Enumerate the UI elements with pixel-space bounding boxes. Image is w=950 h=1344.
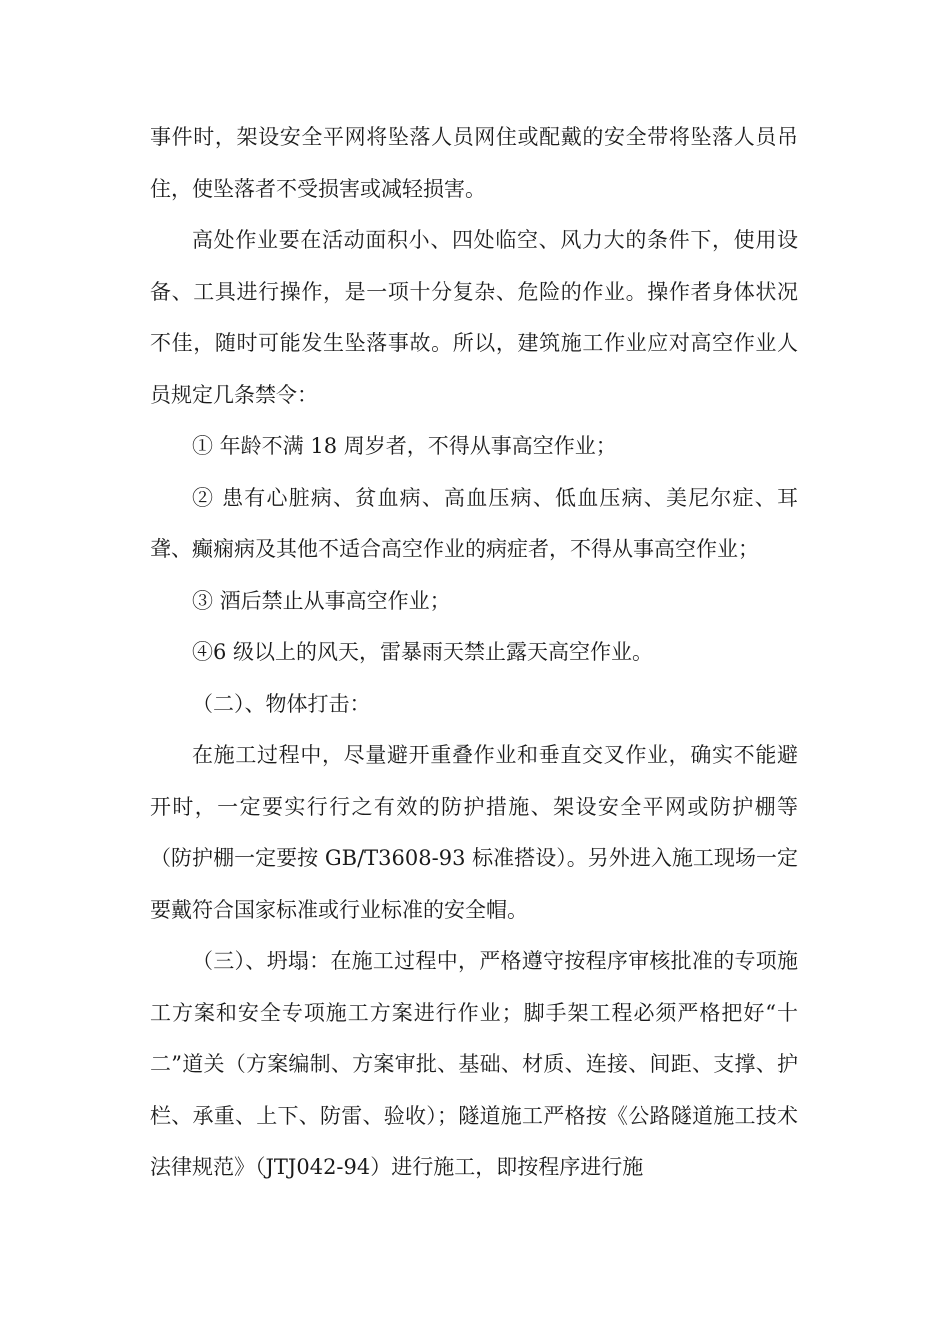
paragraph-rule-2: ② 患有心脏病、贫血病、高血压病、低血压病、美尼尔症、耳聋、癫痫病及其他不适合高空作业的病症者，不得从事高空作业； [150,485,798,561]
paragraph-continuation: 事件时，架设安全平网将坠落人员网住或配戴的安全带将坠落人员吊住，使坠落者不受损害或减轻损害。 [150,125,798,201]
paragraph-high-work-intro: 高处作业要在活动面积小、四处临空、风力大的条件下，使用设备、工具进行操作，是一项十分复杂、危险的作业。操作者身体状况不佳，随时可能发生坠落事故。所以，建筑施工作业应对高空作业人员规定几条禁令： [150,228,798,407]
document-body [150,112,798,1194]
paragraph-object-strike: 在施工过程中，尽量避开重叠作业和垂直交叉作业，确实不能避开时，一定要实行行之有效的防护措施、架设安全平网或防护棚等（防护棚一定要按 GB/T3608-93 标准搭设）。另外进入施工现场一定要戴符合国家标准或行业标准的安全帽。 [150,743,798,922]
paragraph-rule-4: ④6 级以上的风天，雷暴雨天禁止露天高空作业。 [192,640,654,664]
section-heading-object-strike: （二）、物体打击： [192,691,371,716]
paragraph-collapse: （三）、坍塌：在施工过程中，严格遵守按程序审核批准的专项施工方案和安全专项施工方案进行作业；脚手架工程必须严格把好“十二”道关（方案编制、方案审批、基础、材质、连接、间距、支撑、护栏、承重、上下、防雷、验收）；隧道施工严格按《公路隧道施工技术法律规范》（JTJ042-94）进行施工，即按程序进行施 [150,949,798,1179]
paragraph-rule-1: ① 年龄不满 18 周岁者，不得从事高空作业； [192,434,617,458]
paragraph-rule-3: ③ 酒后禁止从事高空作业； [192,588,451,613]
